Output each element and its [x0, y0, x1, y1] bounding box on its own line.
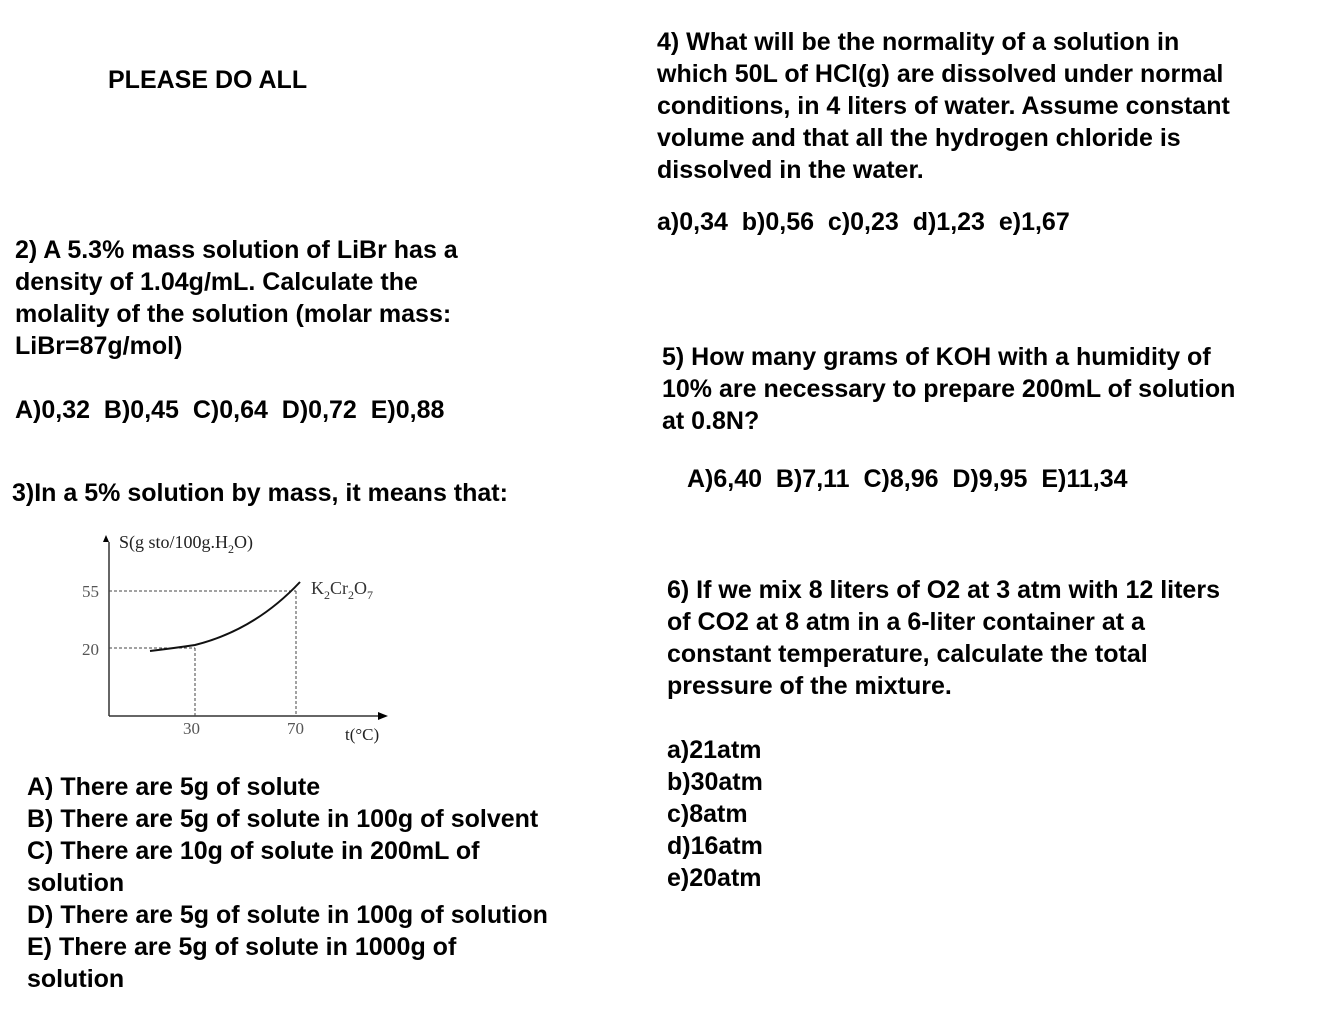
curve-label: $K_2Cr_2O_7$ — [311, 578, 373, 602]
answer-option: C) There are 10g of solute in 200mL of — [27, 837, 480, 865]
solubility-chart — [70, 520, 410, 750]
y-axis-arrowhead — [103, 535, 109, 542]
question-6-answers — [667, 734, 763, 894]
question-5 — [662, 341, 1235, 437]
question-6-line: of CO2 at 8 atm in a 6-liter container at a — [667, 608, 1145, 636]
answer-option: solution — [27, 869, 125, 897]
answer-option: d)16atm — [667, 832, 763, 860]
y-tick-label: 55 — [82, 582, 99, 601]
answer-option: B) There are 5g of solute in 100g of solvent — [27, 805, 539, 833]
question-2-line: LiBr=87g/mol) — [15, 332, 183, 360]
question-3-answers — [27, 771, 548, 995]
question-5-line: 5) How many grams of KOH with a humidity of — [662, 343, 1211, 371]
question-3: 3)In a 5% solution by mass, it means that: — [12, 479, 508, 507]
answer-option: A) There are 5g of solute — [27, 773, 321, 801]
question-2-line: density of 1.04g/mL. Calculate the — [15, 268, 418, 296]
question-4-line: dissolved in the water. — [657, 156, 924, 184]
y-tick-label: 20 — [82, 640, 99, 659]
y-axis-label: S(g sto/$100g.H_2O$) — [119, 532, 254, 556]
question-4 — [657, 26, 1230, 186]
instruction-header: PLEASE DO ALL — [108, 66, 308, 94]
question-4-line: which 50L of HCl(g) are dissolved under normal — [657, 60, 1224, 88]
question-5-options: A)6,40 B)7,11 C)8,96 D)9,95 E)11,34 — [687, 465, 1128, 493]
question-6 — [667, 574, 1220, 702]
answer-option: D) There are 5g of solute in 100g of solution — [27, 901, 548, 929]
question-6-line: 6) If we mix 8 liters of O2 at 3 atm with 12 liters — [667, 576, 1220, 604]
question-4-line: conditions, in 4 liters of water. Assume constant — [657, 92, 1230, 120]
question-4-options: a)0,34 b)0,56 c)0,23 d)1,23 e)1,67 — [657, 208, 1070, 236]
answer-option: b)30atm — [667, 768, 763, 796]
question-6-line: pressure of the mixture. — [667, 672, 952, 700]
x-tick-label: 30 — [183, 719, 200, 738]
question-2-line: molality of the solution (molar mass: — [15, 300, 452, 328]
question-4-line: volume and that all the hydrogen chloride is — [657, 124, 1181, 152]
question-4-line: 4) What will be the normality of a solution in — [657, 28, 1180, 56]
x-axis-label: t(°C) — [345, 725, 380, 744]
x-tick-label: 70 — [287, 719, 304, 738]
answer-option: c)8atm — [667, 800, 748, 828]
x-axis-arrowhead — [378, 712, 388, 720]
question-2-options: A)0,32 B)0,45 C)0,64 D)0,72 E)0,88 — [15, 396, 445, 424]
question-2 — [15, 234, 458, 362]
question-5-line: at 0.8N? — [662, 407, 760, 435]
answer-option: E) There are 5g of solute in 1000g of — [27, 933, 457, 961]
solubility-curve-k2cr2o7 — [150, 582, 300, 651]
question-2-line: 2) A 5.3% mass solution of LiBr has a — [15, 236, 458, 264]
answer-option: a)21atm — [667, 736, 762, 764]
question-6-line: constant temperature, calculate the total — [667, 640, 1148, 668]
answer-option: e)20atm — [667, 864, 762, 892]
answer-option: solution — [27, 965, 125, 993]
question-5-line: 10% are necessary to prepare 200mL of solution — [662, 375, 1236, 403]
